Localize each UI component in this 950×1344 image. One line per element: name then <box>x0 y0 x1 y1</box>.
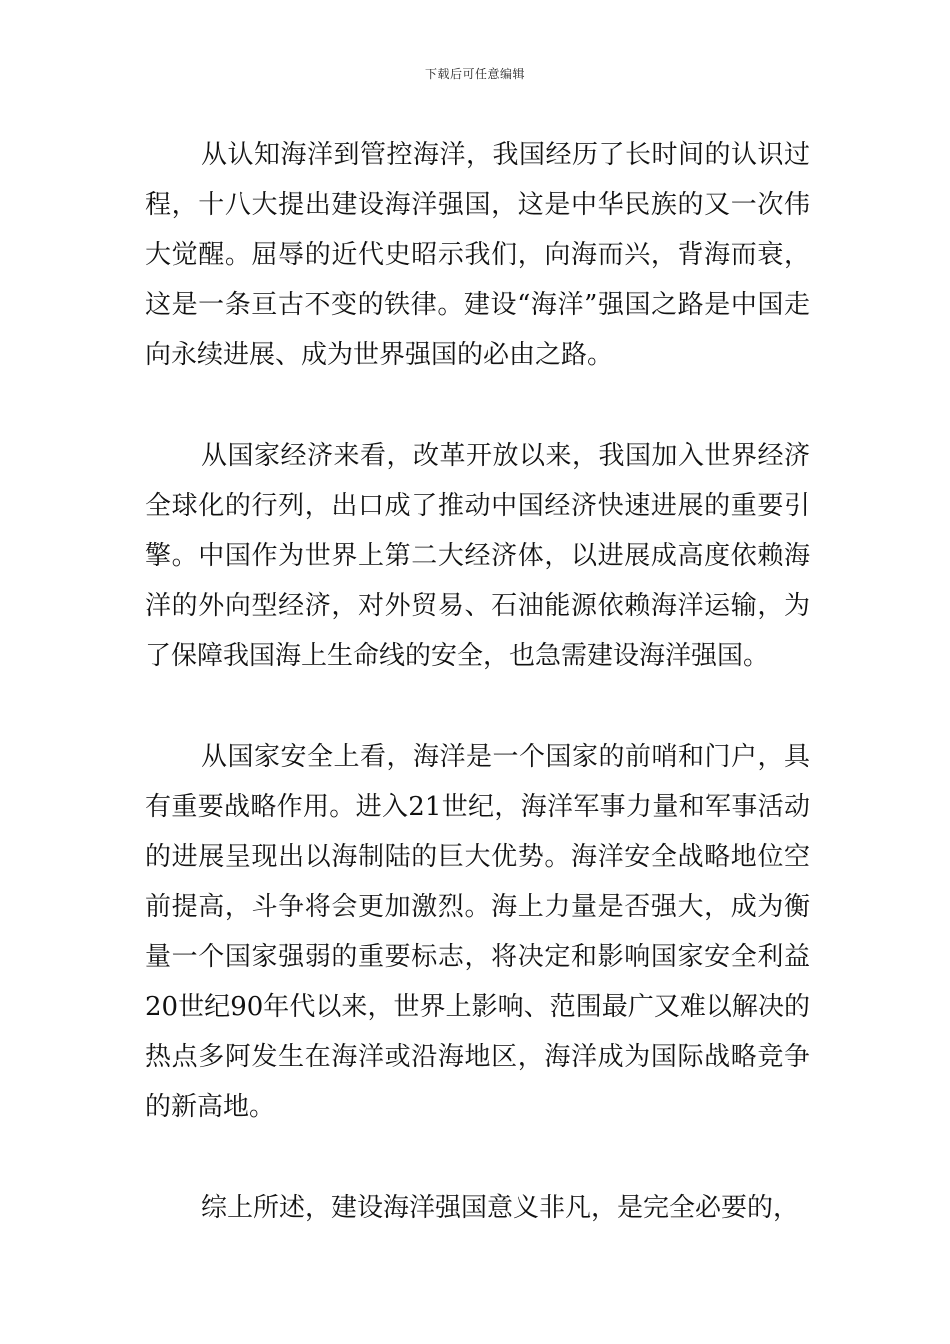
paragraph-2: 从国家经济来看，改革开放以来，我国加入世界经济全球化的行列，出口成了推动中国经济快速进展的重要引擎。中国作为世界上第二大经济体，以进展成高度依赖海洋的外向型经济，对外贸易、石油能源依赖海洋运输，为了保障我国海上生命线的安全，也急需建设海洋强国。 <box>145 441 810 671</box>
paragraph-1: 从认知海洋到管控海洋，我国经历了长时间的认识过程，十八大提出建设海洋强国，这是中华民族的又一次伟大觉醒。屈辱的近代史昭示我们，向海而兴，背海而衰，这是一条亘古不变的铁律。建设“海洋”强国之路是中国走向永续进展、成为世界强国的必由之路。 <box>145 140 810 370</box>
paragraph-3: 从国家安全上看，海洋是一个国家的前哨和门户，具有重要战略作用。进入21世纪，海洋军事力量和军事活动的进展呈现出以海制陆的巨大优势。海洋安全战略地位空前提高，斗争将会更加激烈。海上力量是否强大，成为衡量一个国家强弱的重要标志，将决定和影响国家安全利益20世纪90年代以来，世界上影响、范围最广又难以解决的热点多阿发生在海洋或沿海地区，海洋成为国际战略竞争的新高地。 <box>145 742 810 1122</box>
header-note: 下载后可任意编辑 <box>424 67 525 81</box>
paragraph-4: 综上所述，建设海洋强国意义非凡，是完全必要的， <box>201 1193 800 1223</box>
document-body <box>145 130 810 1284</box>
